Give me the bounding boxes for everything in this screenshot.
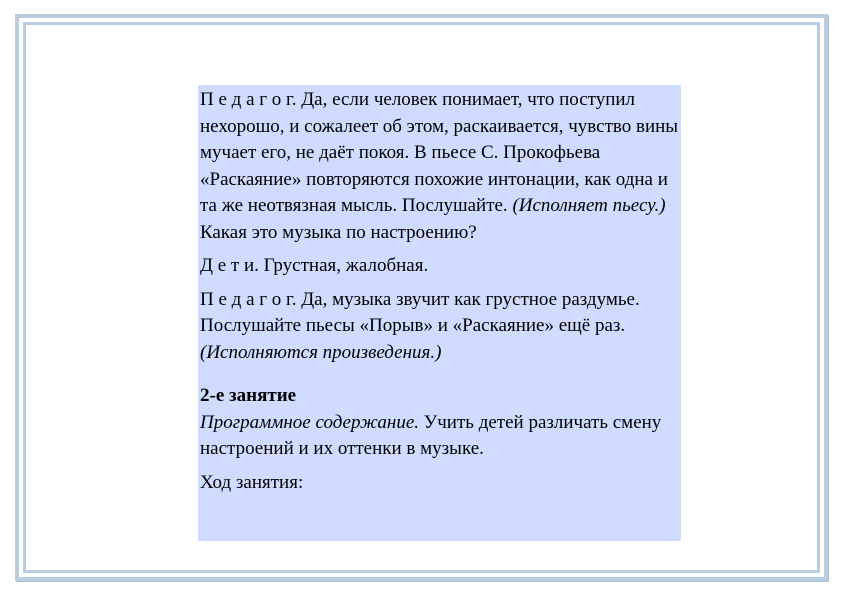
paragraph-teacher-1	[200, 87, 679, 246]
paragraph-teacher-2	[200, 287, 679, 367]
paragraph-text: Грустная, жалобная.	[258, 255, 429, 276]
lesson-progress-label: Ход занятия:	[200, 471, 304, 493]
paragraph-text: Да, музыка звучит как грустное раздумье. Послушайте пьесы «Порыв» и «Раскаяние» ещё раз.	[200, 288, 640, 336]
paragraph-text: Да, если человек понимает, что поступил нехорошо, и сожалеет об этом, раскаивается, чувство вины мучает его, не даёт покоя. В пьесе С. Прокофьева «Раскаяние» повторяются похожие интонации, как одна и та же неотвязная мысль. Послушайте.	[200, 89, 679, 216]
lesson-progress	[200, 470, 679, 497]
paragraph-text-after: Какая это музыка по настроению?	[200, 221, 477, 243]
lesson-heading: 2-е занятие	[200, 385, 297, 406]
paragraph-children	[200, 253, 679, 280]
speaker-label: П е д а г о г.	[200, 89, 297, 110]
program-text: Учить детей различать смену настроений и их оттенки в музыке.	[200, 411, 662, 459]
stage-direction: (Исполняет пьесу.)	[512, 195, 666, 216]
speaker-label: Д е т и.	[200, 255, 259, 276]
text-box	[198, 85, 681, 541]
stage-direction: (Исполняются произведения.)	[200, 341, 442, 363]
program-label: Программное содержание.	[200, 411, 420, 433]
lesson-heading-block	[200, 383, 679, 410]
program-content	[200, 410, 679, 463]
speaker-label: П е д а г о г.	[200, 288, 297, 310]
